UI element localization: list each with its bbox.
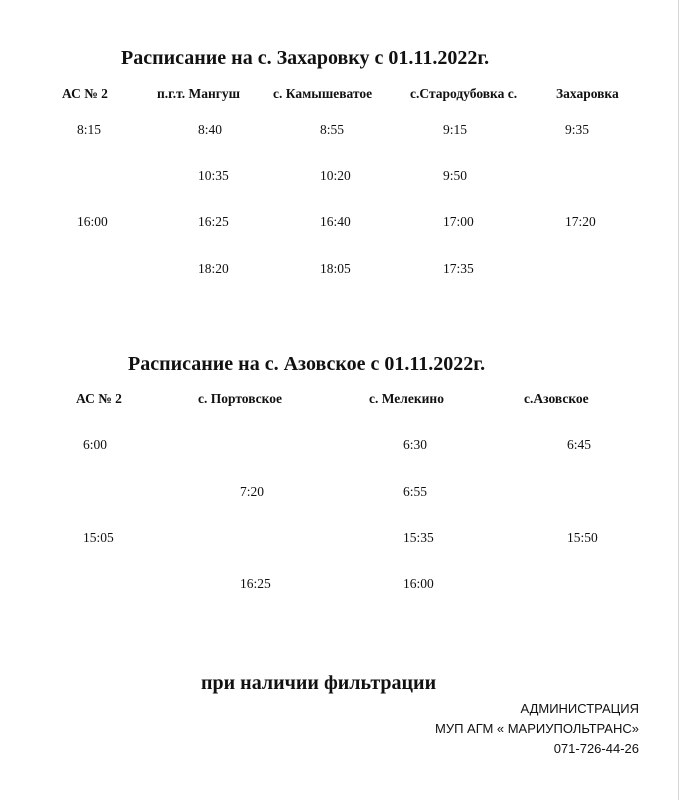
schedule1-cell: 8:55 — [320, 122, 345, 137]
schedule1-cell: 18:20 — [198, 261, 229, 276]
schedule1-cell: 17:20 — [565, 214, 596, 229]
schedule2-cell: 15:05 — [83, 530, 114, 545]
schedule2-header-melekino: с. Мелекино — [369, 391, 444, 406]
schedule1-cell: 16:25 — [198, 214, 229, 229]
schedule1-header-starodubovka: с.Стародубовка с. — [410, 86, 518, 101]
schedule2-cell: 7:20 — [240, 484, 265, 499]
schedule1-cell: 10:20 — [320, 168, 351, 183]
schedule2-cell: 15:35 — [403, 530, 434, 545]
schedule1-cell: 16:00 — [77, 214, 108, 229]
filtration-note: при наличии фильтрации — [201, 672, 437, 694]
schedule2-header-as2: АС № 2 — [76, 391, 122, 406]
schedule1-header-mangush: п.г.т. Мангуш — [157, 86, 241, 101]
schedule1-title: Расписание на с. Захаровку с 01.11.2022г. — [121, 47, 490, 69]
schedule2-cell: 6:45 — [567, 437, 592, 452]
schedule1-cell: 10:35 — [198, 168, 229, 183]
schedule1-header-as2: АС № 2 — [62, 86, 108, 101]
schedule1-cell: 17:35 — [443, 261, 474, 276]
schedule1-cell: 8:40 — [198, 122, 223, 137]
schedule1-header-zakharovka: Захаровка — [556, 86, 619, 101]
schedule2-cell: 15:50 — [567, 530, 598, 545]
schedule2-cell: 6:30 — [403, 437, 428, 452]
schedule1-cell: 18:05 — [320, 261, 351, 276]
schedule2-cell: 16:00 — [403, 576, 434, 591]
schedule1-cell: 9:15 — [443, 122, 468, 137]
admin-phone: 071-726-44-26 — [553, 741, 639, 756]
schedule2-cell: 6:00 — [83, 437, 108, 452]
schedule2-header-azovskoe: с.Азовское — [524, 391, 589, 406]
schedule2-title: Расписание на с. Азовское с 01.11.2022г. — [128, 353, 486, 375]
schedule2-cell: 6:55 — [403, 484, 428, 499]
admin-block — [435, 699, 639, 759]
schedule1-cell: 17:00 — [443, 214, 474, 229]
admin-line1: АДМИНИСТРАЦИЯ — [520, 701, 639, 716]
page-edge — [678, 0, 679, 800]
schedule2-header-portovskoe: с. Портовское — [198, 391, 282, 406]
schedule1-cell: 16:40 — [320, 214, 351, 229]
schedule2-cell: 16:25 — [240, 576, 271, 591]
schedule1-header-kamyshevatoe: с. Камышеватое — [273, 86, 373, 101]
schedule1-cell: 8:15 — [77, 122, 102, 137]
schedule1-cell: 9:50 — [443, 168, 468, 183]
schedule1-cell: 9:35 — [565, 122, 590, 137]
admin-line2: МУП АГМ « МАРИУПОЛЬТРАНС» — [434, 721, 639, 736]
